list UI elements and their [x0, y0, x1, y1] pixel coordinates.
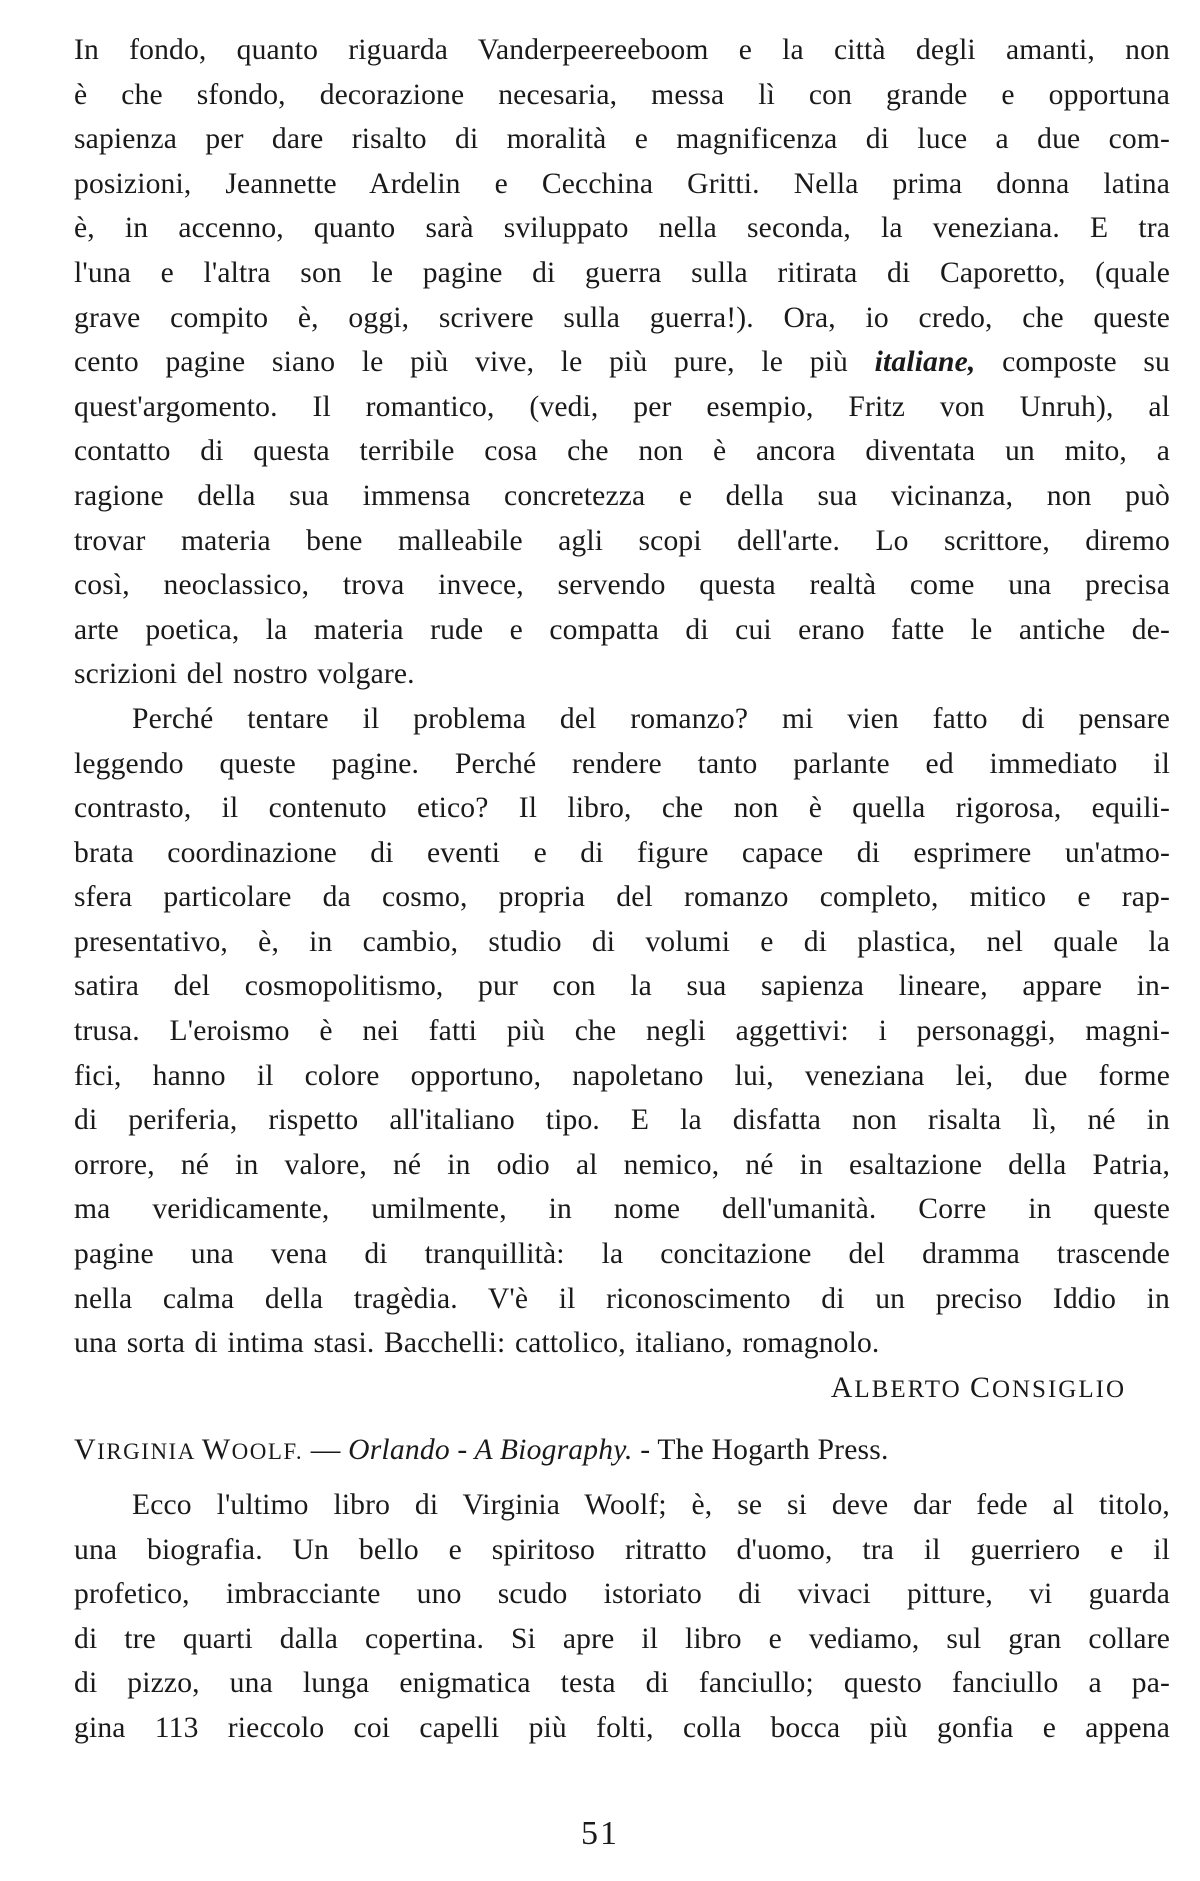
text-segment: composte su [1002, 346, 1170, 379]
author-initial: W [201, 1433, 232, 1467]
text-line: Ecco l'ultimo libro di Virginia Woolf; è, se si deve dar fede al titolo, [132, 1489, 1170, 1521]
text-line: grave compito è, oggi, scrivere sulla guerra!). Ora, io credo, che queste [74, 301, 1170, 334]
publisher: - The Hogarth Press. [640, 1434, 889, 1467]
text-line: orrore, né in valore, né in odio al nemico, né in esaltazione della Patria, [74, 1148, 1170, 1181]
page-body [74, 28, 1170, 1751]
text-line: Perché tentare il problema del romanzo? mi vien fatto di pensare [132, 702, 1170, 735]
text-line: posizioni, Jeannette Ardelin e Cecchina Gritti. Nella prima donna latina [74, 167, 1170, 200]
text-line: brata coordinazione di eventi e di figure capace di esprimere un'atmo- [74, 836, 1170, 869]
page-number: 51 [581, 1815, 619, 1852]
text-line: nella calma della tragèdia. V'è il riconoscimento di un preciso Iddio in [74, 1282, 1170, 1315]
author-first-name: IRGINIA [97, 1439, 195, 1465]
text-line: trovar materia bene malleabile agli scopi dell'arte. Lo scrittore, diremo [74, 524, 1170, 557]
text-line: profetico, imbracciante uno scudo istoriato di vivaci pitture, vi guarda [74, 1578, 1170, 1611]
text-line: sfera particolare da cosmo, propria del romanzo completo, mitico e rap- [74, 881, 1170, 914]
text-line: di tre quarti dalla copertina. Si apre il libro e vediamo, sul gran collare [74, 1622, 1170, 1655]
paragraph-3 [74, 1483, 1170, 1751]
signature-last-name: ONSIGLIO [991, 1375, 1126, 1403]
paragraph-1 [74, 28, 1170, 697]
text-line: così, neoclassico, trova invece, servendo questa realtà come una precisa [74, 569, 1170, 602]
text-line: di periferia, rispetto all'italiano tipo. E la disfatta non risalta lì, né in [74, 1104, 1170, 1137]
author-last-name: OOLF. [231, 1439, 304, 1465]
text-line: di pizzo, una lunga enigmatica testa di fanciullo; questo fanciullo a pa- [74, 1667, 1170, 1700]
heading-dash: — [310, 1434, 341, 1467]
text-line: leggendo queste pagine. Perché rendere tanto parlante ed immediato il [74, 747, 1170, 780]
signature-initial: C [969, 1370, 992, 1404]
signature-first-name: LBERTO [854, 1375, 962, 1403]
author-initial: V [74, 1433, 98, 1467]
text-line: l'una e l'altra son le pagine di guerra sulla ritirata di Caporetto, (quale [74, 256, 1170, 289]
review-author [74, 1433, 304, 1467]
text-line: una sorta di intima stasi. Bacchelli: cattolico, italiano, romagnolo. [74, 1327, 880, 1360]
text-line: presentativo, è, in cambio, studio di volumi e di plastica, nel quale la [74, 925, 1170, 958]
text-segment: cento pagine siano le più vive, le più pure, le più [74, 346, 848, 379]
text-line: ragione della sua immensa concretezza e della sua vicinanza, non può [74, 479, 1170, 512]
author-signature [74, 1366, 1170, 1411]
signature-initial: A [830, 1370, 855, 1404]
text-line: contrasto, il contenuto etico? Il libro, che non è quella rigorosa, equili- [74, 792, 1170, 825]
text-line-with-italic [74, 340, 1170, 385]
text-line: trusa. L'eroismo è nei fatti più che negli aggettivi: i personaggi, magni- [74, 1015, 1170, 1048]
text-line: è, in accenno, quanto sarà sviluppato nella seconda, la veneziana. E tra [74, 212, 1170, 245]
text-line: scrizioni del nostro volgare. [74, 658, 415, 691]
text-line: gina 113 rieccolo coi capelli più folti, colla bocca più gonfia e appena [74, 1711, 1170, 1744]
text-line: è che sfondo, decorazione necesaria, messa lì con grande e opportuna [74, 78, 1170, 111]
text-line: contatto di questa terribile cosa che non è ancora diventata un mito, a [74, 435, 1170, 468]
text-line: pagine una vena di tranquillità: la concitazione del dramma trascende [74, 1238, 1170, 1271]
text-line: una biografia. Un bello e spiritoso ritratto d'uomo, tra il guerriero e il [74, 1533, 1170, 1566]
review-heading [74, 1428, 1170, 1475]
text-line: In fondo, quanto riguarda Vanderpeereeboom e la città degli amanti, non [74, 34, 1170, 66]
text-line: quest'argomento. Il romantico, (vedi, per esempio, Fritz von Unruh), al [74, 390, 1170, 423]
italic-emphasis: italiane, [874, 346, 976, 379]
text-line: arte poetica, la materia rude e compatta di cui erano fatte le antiche de- [74, 613, 1170, 646]
text-line: sapienza per dare risalto di moralità e magnificenza di luce a due com- [74, 123, 1170, 156]
text-line: ma veridicamente, umilmente, in nome dell'umanità. Corre in queste [74, 1193, 1170, 1226]
text-line: fici, hanno il colore opportuno, napoletano lui, veneziana lei, due forme [74, 1059, 1170, 1092]
book-title: Orlando - A Biography. [348, 1434, 633, 1467]
text-line: satira del cosmopolitismo, pur con la sua sapienza lineare, appare in- [74, 970, 1170, 1003]
paragraph-2 [74, 697, 1170, 1366]
